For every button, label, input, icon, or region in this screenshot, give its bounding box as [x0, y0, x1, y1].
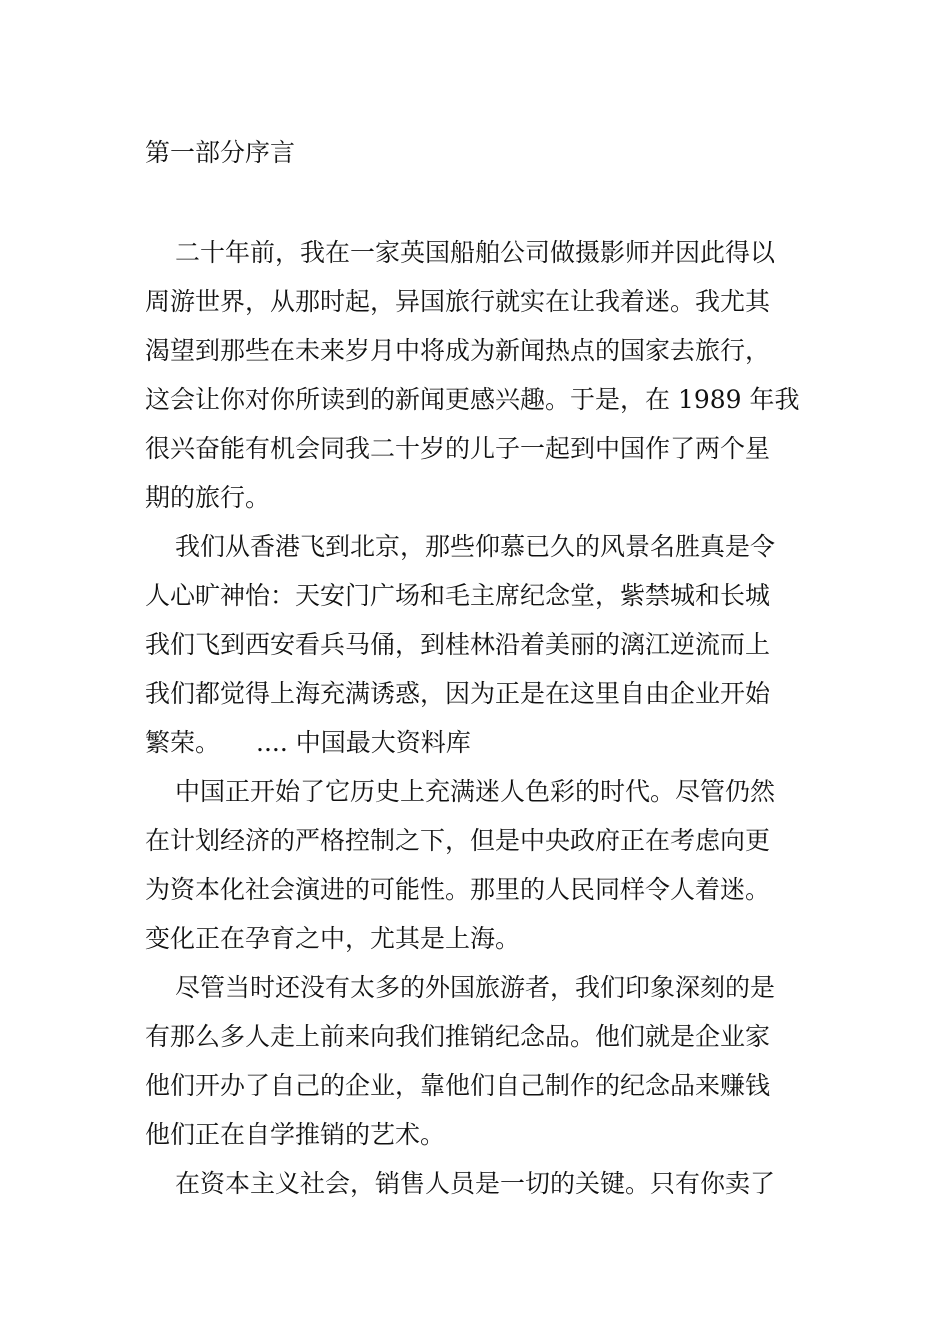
text-line: [145, 718, 815, 767]
text-line: 我们都觉得上海充满诱惑，因为正是在这里自由企业开始: [145, 679, 771, 708]
text-line: 很兴奋能有机会同我二十岁的儿子一起到中国作了两个星: [145, 434, 771, 463]
text-line: 为资本化社会演进的可能性。那里的人民同样令人着迷。: [145, 875, 771, 904]
paragraph-4: [145, 963, 815, 1159]
document-body: [145, 228, 815, 1208]
text-line-start: 繁荣。: [145, 728, 221, 757]
text-line: 尽管当时还没有太多的外国旅游者，我们印象深刻的是: [175, 973, 776, 1002]
text-line: 有那么多人走上前来向我们推销纪念品。他们就是企业家: [145, 1022, 771, 1051]
paragraph-3: [145, 767, 815, 963]
text-line: 期的旅行。: [145, 483, 271, 512]
text-line: 他们正在自学推销的艺术。: [145, 1120, 446, 1149]
text-line: 我们飞到西安看兵马俑，到桂林沿着美丽的漓江逆流而上: [145, 630, 771, 659]
paragraph-1: [145, 228, 815, 522]
text-line: 这会让你对你所读到的新闻更感兴趣。于是，在 1989 年我: [145, 385, 800, 414]
text-line: 周游世界，从那时起，异国旅行就实在让我着迷。我尤其: [145, 287, 771, 316]
text-line: 变化正在孕育之中，尤其是上海。: [145, 924, 521, 953]
paragraph-2: [145, 522, 815, 767]
source-note: .... 中国最大资料库: [256, 728, 471, 757]
text-line: 二十年前，我在一家英国船舶公司做摄影师并因此得以: [175, 238, 776, 267]
text-line: 我们从香港飞到北京，那些仰慕已久的风景名胜真是令: [175, 532, 776, 561]
text-line: 中国正开始了它历史上充满迷人色彩的时代。尽管仍然: [175, 777, 776, 806]
text-line: 人心旷神怡：天安门广场和毛主席纪念堂，紫禁城和长城: [145, 581, 771, 610]
section-title: 第一部分序言: [145, 138, 296, 167]
text-line: 他们开办了自己的企业，靠他们自己制作的纪念品来赚钱: [145, 1071, 771, 1100]
text-line: 渴望到那些在未来岁月中将成为新闻热点的国家去旅行，: [145, 336, 771, 365]
text-line: 在资本主义社会，销售人员是一切的关键。只有你卖了: [175, 1169, 776, 1198]
paragraph-5: [145, 1159, 815, 1208]
text-line: 在计划经济的严格控制之下，但是中央政府正在考虑向更: [145, 826, 771, 855]
